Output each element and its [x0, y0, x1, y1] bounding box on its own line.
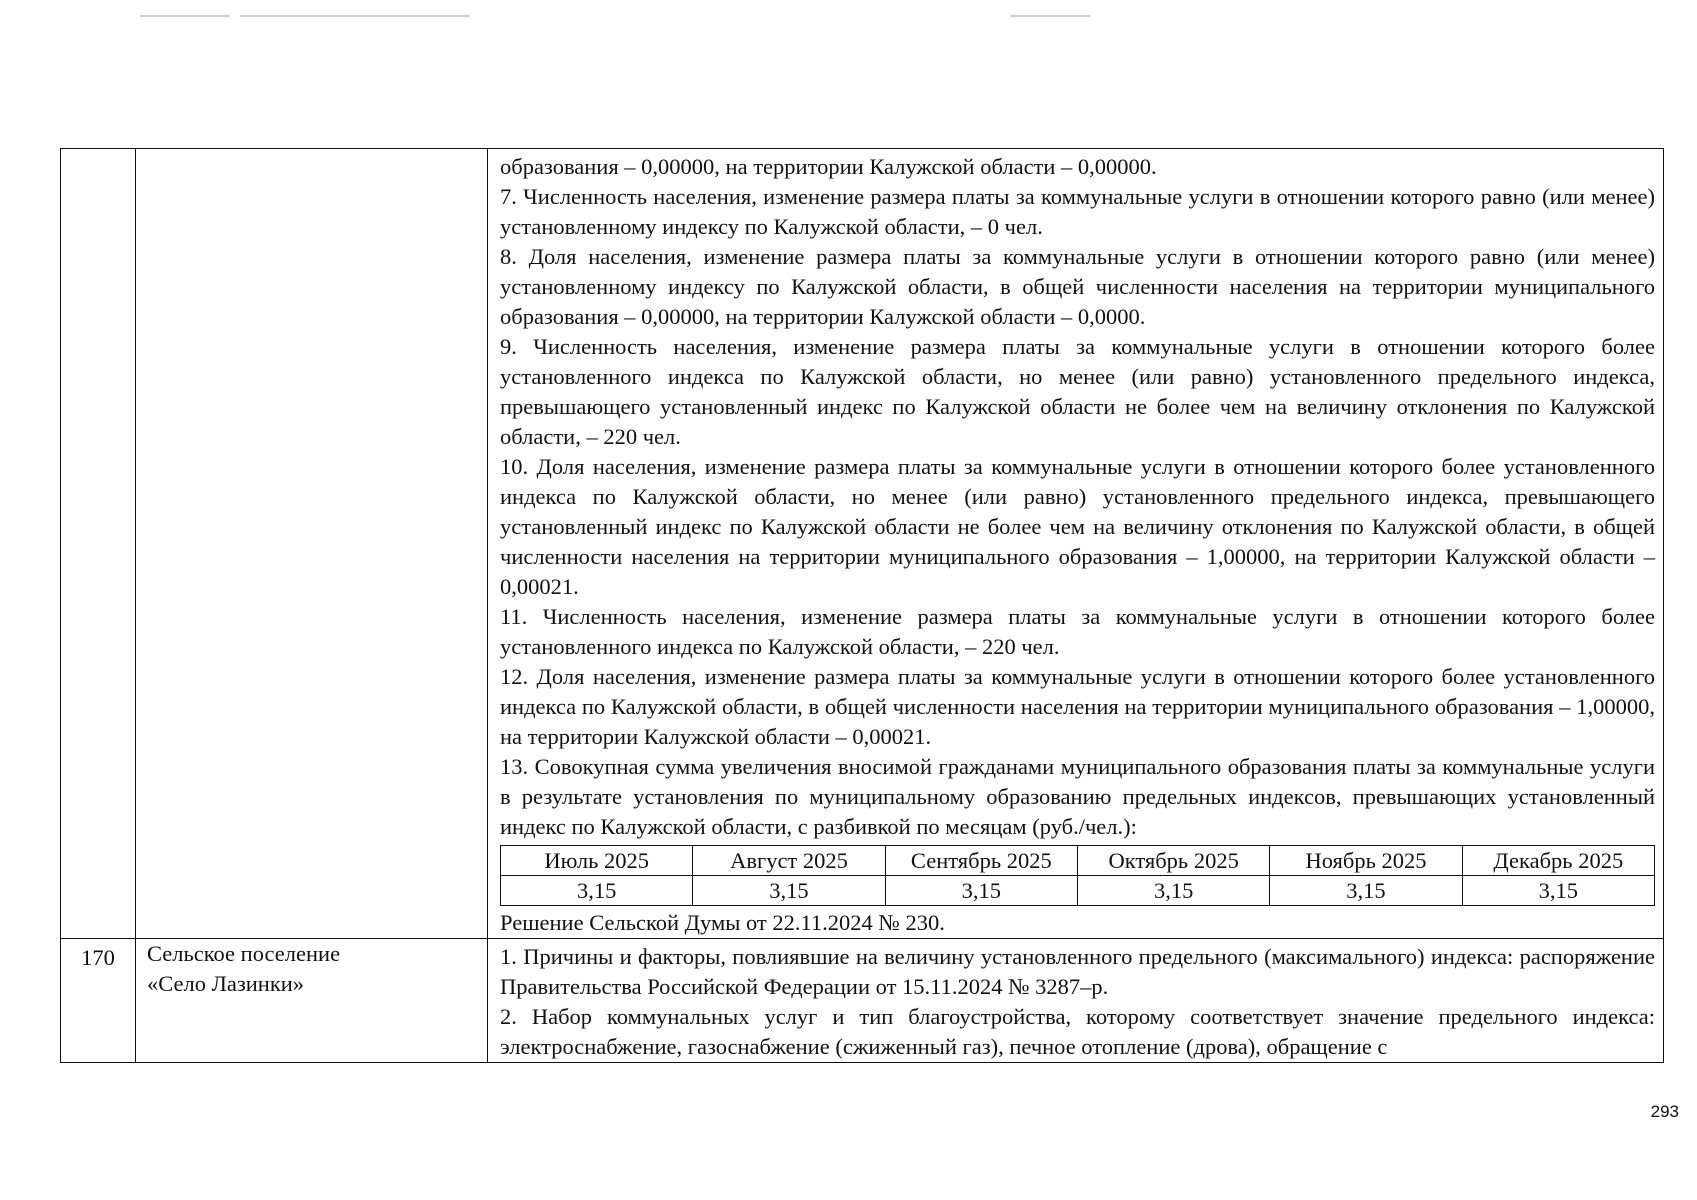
municipality-name-line: Сельское поселение	[147, 941, 341, 966]
table-row	[61, 149, 1664, 939]
page-number: 293	[1650, 1102, 1679, 1121]
paragraph: 10. Доля населения, изменение размера платы за коммунальные услуги в отношении которого более установленного индекса по Калужской области, но менее (или равно) установленного предельного индекса, превышающего установленный индекс по Калужской области не более чем на величину отклонения по Калужской области, в общей численности населения на территории муниципального образования – 1,00000, на территории Калужской области – 0,00021.	[500, 454, 1655, 599]
scan-artifact-line	[140, 15, 230, 17]
month-value: 3,15	[1270, 876, 1462, 906]
paragraph: 1. Причины и факторы, повлиявшие на величину установленного предельного (максимального) индекса: распоряжение Правительства Российской Федерации от 15.11.2024 № 3287–р.	[500, 944, 1655, 999]
month-header: Июль 2025	[501, 846, 693, 876]
month-header: Август 2025	[693, 846, 885, 876]
row-number-cell: 170	[61, 939, 136, 1063]
paragraph: 7. Численность населения, изменение размера платы за коммунальные услуги в отношении которого равно (или менее) установленному индексу по Калужской области, – 0 чел.	[500, 184, 1655, 239]
month-value: 3,15	[1462, 876, 1654, 906]
month-header: Ноябрь 2025	[1270, 846, 1462, 876]
month-value: 3,15	[885, 876, 1077, 906]
data-table	[60, 148, 1664, 1063]
monthly-increase-table	[500, 845, 1655, 906]
table-row	[61, 939, 1664, 1063]
month-value: 3,15	[693, 876, 885, 906]
scan-artifact-line	[240, 15, 470, 17]
decision-reference: Решение Сельской Думы от 22.11.2024 № 230.	[500, 910, 945, 935]
paragraph: образования – 0,00000, на территории Калужской области – 0,00000.	[500, 154, 1157, 179]
scan-artifact-line	[1010, 15, 1090, 17]
month-header-row	[501, 846, 1655, 876]
month-value: 3,15	[1077, 876, 1269, 906]
municipality-name-cell	[136, 939, 488, 1063]
municipality-name-cell	[136, 149, 488, 939]
month-header: Сентябрь 2025	[885, 846, 1077, 876]
paragraph: 12. Доля населения, изменение размера платы за коммунальные услуги в отношении которого более установленного индекса по Калужской области, в общей численности населения на территории муниципального образования – 1,00000, на территории Калужской области – 0,00021.	[500, 664, 1655, 749]
month-value-row	[501, 876, 1655, 906]
paragraph: 2. Набор коммунальных услуг и тип благоустройства, которому соответствует значение предельного индекса: электроснабжение, газоснабжение (сжиженный газ), печное отопление (дрова), обращение с	[500, 1004, 1655, 1059]
description-cell	[488, 939, 1664, 1063]
paragraph: 8. Доля населения, изменение размера платы за коммунальные услуги в отношении которого равно (или менее) установленному индексу по Калужской области, в общей численности населения на территории муниципального образования – 0,00000, на территории Калужской области – 0,0000.	[500, 244, 1655, 329]
paragraph: 11. Численность населения, изменение размера платы за коммунальные услуги в отношении которого более установленного индекса по Калужской области, – 220 чел.	[500, 604, 1655, 659]
row-number-cell	[61, 149, 136, 939]
month-header: Декабрь 2025	[1462, 846, 1654, 876]
paragraph: 13. Совокупная сумма увеличения вносимой гражданами муниципального образования платы за коммунальные услуги в результате установления по муниципальному образованию предельных индексов, превышающих установленный индекс по Калужской области, с разбивкой по месяцам (руб./чел.):	[500, 754, 1655, 839]
paragraph: 9. Численность населения, изменение размера платы за коммунальные услуги в отношении которого более установленного индекса по Калужской области, но менее (или равно) установленного предельного индекса, превышающего установленный индекс по Калужской области не более чем на величину отклонения по Калужской области, – 220 чел.	[500, 334, 1655, 449]
municipality-name-line: «Село Лазинки»	[147, 971, 305, 996]
month-value: 3,15	[501, 876, 693, 906]
month-header: Октябрь 2025	[1077, 846, 1269, 876]
description-cell	[488, 149, 1664, 939]
